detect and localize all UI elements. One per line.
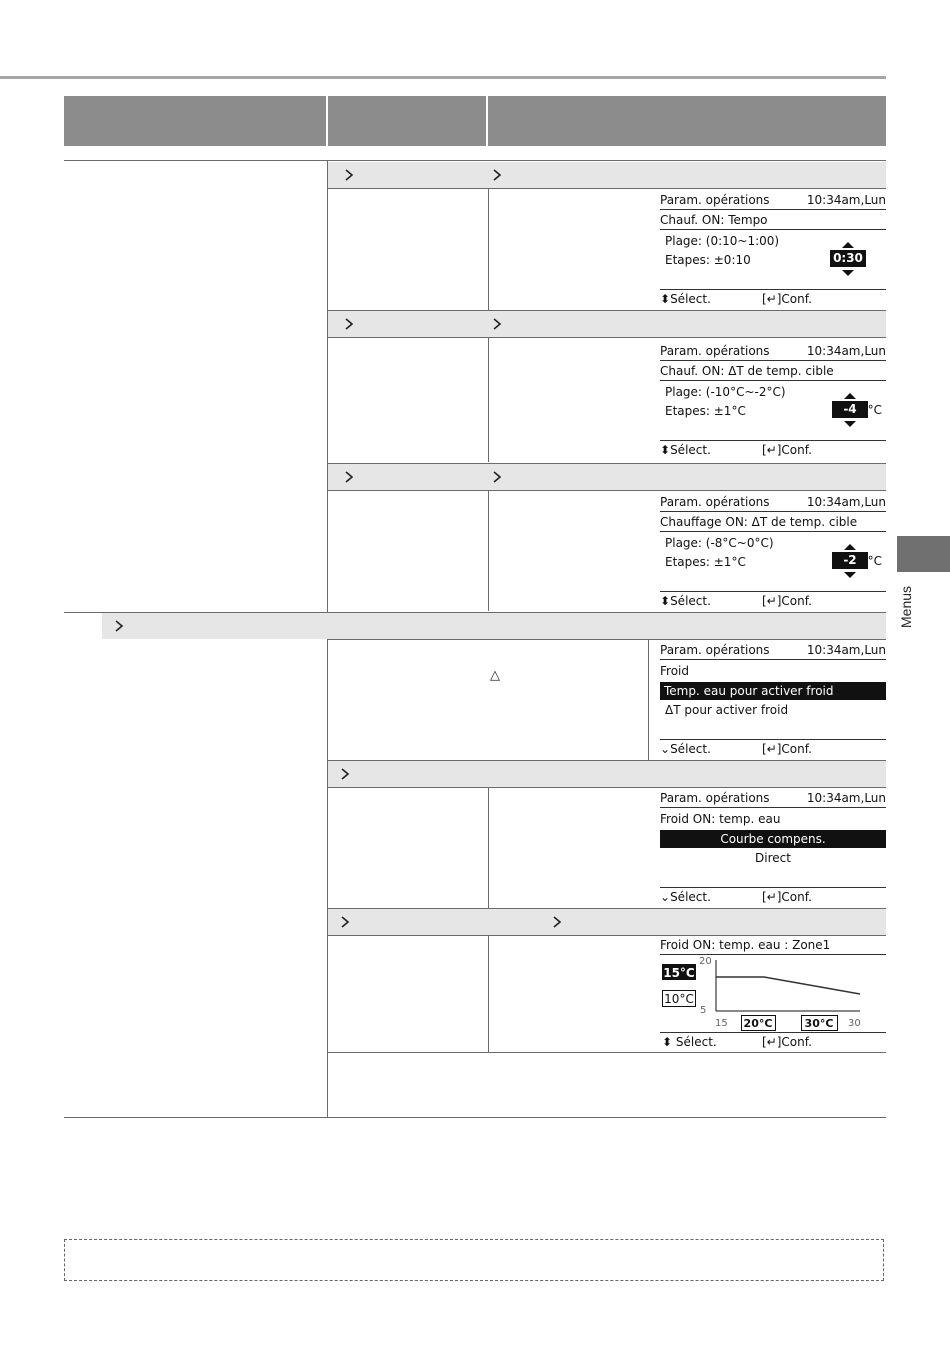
up-down-arrows-icon: ⬍ [660,292,671,306]
screen-time: 10:34am,Lun [806,193,886,207]
x-min-tick: 15 [715,1018,728,1029]
top-rule [0,76,886,79]
down-arrow-icon: ⌄ [660,890,671,904]
row-rule [328,1052,886,1053]
side-tab-marker [897,536,950,572]
table-header-col-3 [488,96,886,146]
chevron-right-icon [490,470,504,484]
chevron-right-icon [342,470,356,484]
arrow-up-icon[interactable] [844,393,856,399]
lcd-screen-delta-heat [660,343,886,461]
unit-label: °C [867,403,882,417]
row-rule [64,160,886,161]
chevron-right-icon [112,619,126,633]
cell-divider [488,490,489,611]
cell-divider [488,787,489,908]
arrow-down-icon[interactable] [844,421,856,427]
lcd-screen-timer [660,192,886,310]
cell-divider [488,188,489,310]
footer-select: ⌄Sélect. [660,742,711,756]
row-rule [328,787,886,788]
table-bottom-rule [64,1117,886,1118]
footer-confirm: [↵]Conf. [762,594,812,608]
x-max-tick: 30 [848,1018,861,1029]
step-text: Etapes: ±1°C [665,404,746,418]
breadcrumb-bar [328,909,886,935]
row-rule [328,908,886,909]
breadcrumb-bar [328,311,886,337]
footer-select: ⬍ Sélect. [662,1035,717,1049]
y-bottom-tick: 5 [700,1005,707,1016]
arrow-down-icon[interactable] [842,270,854,276]
lcd-screen-curve [660,937,886,1051]
footer-confirm: [↵]Conf. [762,292,812,306]
option-item[interactable]: Direct [755,851,791,865]
screen-title: Param. opérations [660,193,770,207]
chevron-right-icon [490,168,504,182]
footer-select: ⬍Sélect. [660,292,711,306]
screen-time: 10:34am,Lun [806,791,886,805]
screen-subtitle: Chauf. ON: Tempo [660,213,768,227]
value-display[interactable]: -2 [832,552,868,569]
chevron-right-icon [338,915,352,929]
row-rule [328,639,886,640]
chevron-right-icon [342,168,356,182]
note-box [64,1239,884,1281]
up-down-arrows-icon: ⬍ [660,443,671,457]
x-point-2: 30°C [804,1017,834,1030]
screen-title: Param. opérations [660,495,770,509]
breadcrumb-bar [328,162,886,188]
range-text: Plage: (0:10~1:00) [665,234,780,248]
row-rule [328,188,886,189]
chevron-right-icon [342,317,356,331]
screen-title: Param. opérations [660,643,770,657]
up-down-arrows-icon: ⬍ [660,594,671,608]
option-selected[interactable]: Temp. eau pour activer froid [660,682,886,700]
y-top-tick: 20 [699,956,712,967]
footer-confirm: [↵]Conf. [762,742,812,756]
x-point-1: 20°C [743,1017,773,1030]
row-rule [328,337,886,338]
breadcrumb-bar [328,464,886,490]
screen-subtitle: Froid ON: temp. eau [660,812,781,826]
footer-confirm: [↵]Conf. [762,1035,812,1049]
lcd-screen-delta-heating [660,494,886,612]
arrow-up-icon[interactable] [844,544,856,550]
lcd-screen-cooling-mode [660,642,886,760]
down-arrow-icon: ⌄ [660,742,671,756]
table-header-col-1 [64,96,326,146]
footer-confirm: [↵]Conf. [762,443,812,457]
arrow-up-icon[interactable] [842,242,854,248]
low-value: 10°C [664,992,694,1006]
chevron-right-icon [490,317,504,331]
arrow-down-icon[interactable] [844,572,856,578]
curve-line [716,977,860,994]
screen-title: Param. opérations [660,791,770,805]
chevron-right-icon [338,767,352,781]
screen-title: Param. opérations [660,344,770,358]
four-way-arrows-icon: ⬍ [662,1035,676,1049]
screen-subtitle: Chauf. ON: ΔT de temp. cible [660,364,834,378]
row-rule [328,310,886,311]
screen-subtitle: Froid [660,664,689,678]
screen-time: 10:34am,Lun [806,495,886,509]
curve-chart [660,955,886,1031]
footer-confirm: [↵]Conf. [762,890,812,904]
row-rule [328,463,886,464]
chevron-right-icon [550,915,564,929]
option-item[interactable]: ΔT pour activer froid [665,703,789,717]
cell-divider [648,639,649,760]
value-display[interactable]: -4 [832,401,868,418]
cell-divider [488,337,489,462]
breadcrumb-bar [102,613,886,639]
range-text: Plage: (-10°C~-2°C) [665,385,786,399]
lcd-screen-water-temp [660,790,886,908]
screen-time: 10:34am,Lun [806,344,886,358]
step-text: Etapes: ±0:10 [665,253,751,267]
row-rule [328,760,886,761]
cell-divider [488,935,489,1052]
screen-subtitle: Chauffage ON: ΔT de temp. cible [660,515,858,529]
triangle-icon: △ [490,668,500,683]
footer-select: ⌄Sélect. [660,890,711,904]
breadcrumb-bar [328,761,886,787]
range-text: Plage: (-8°C~0°C) [665,536,774,550]
footer-select: ⬍Sélect. [660,443,711,457]
screen-title: Froid ON: temp. eau : Zone1 [660,938,831,952]
footer-select: ⬍Sélect. [660,594,711,608]
row-rule [328,490,886,491]
value-display[interactable]: 0:30 [830,250,866,267]
side-tab-label: Menus [898,585,914,628]
table-header-col-2 [328,96,486,146]
high-value: 15°C [663,966,695,980]
option-selected[interactable]: Courbe compens. [660,830,886,848]
unit-label: °C [867,554,882,568]
screen-time: 10:34am,Lun [806,643,886,657]
row-rule [328,935,886,936]
step-text: Etapes: ±1°C [665,555,746,569]
